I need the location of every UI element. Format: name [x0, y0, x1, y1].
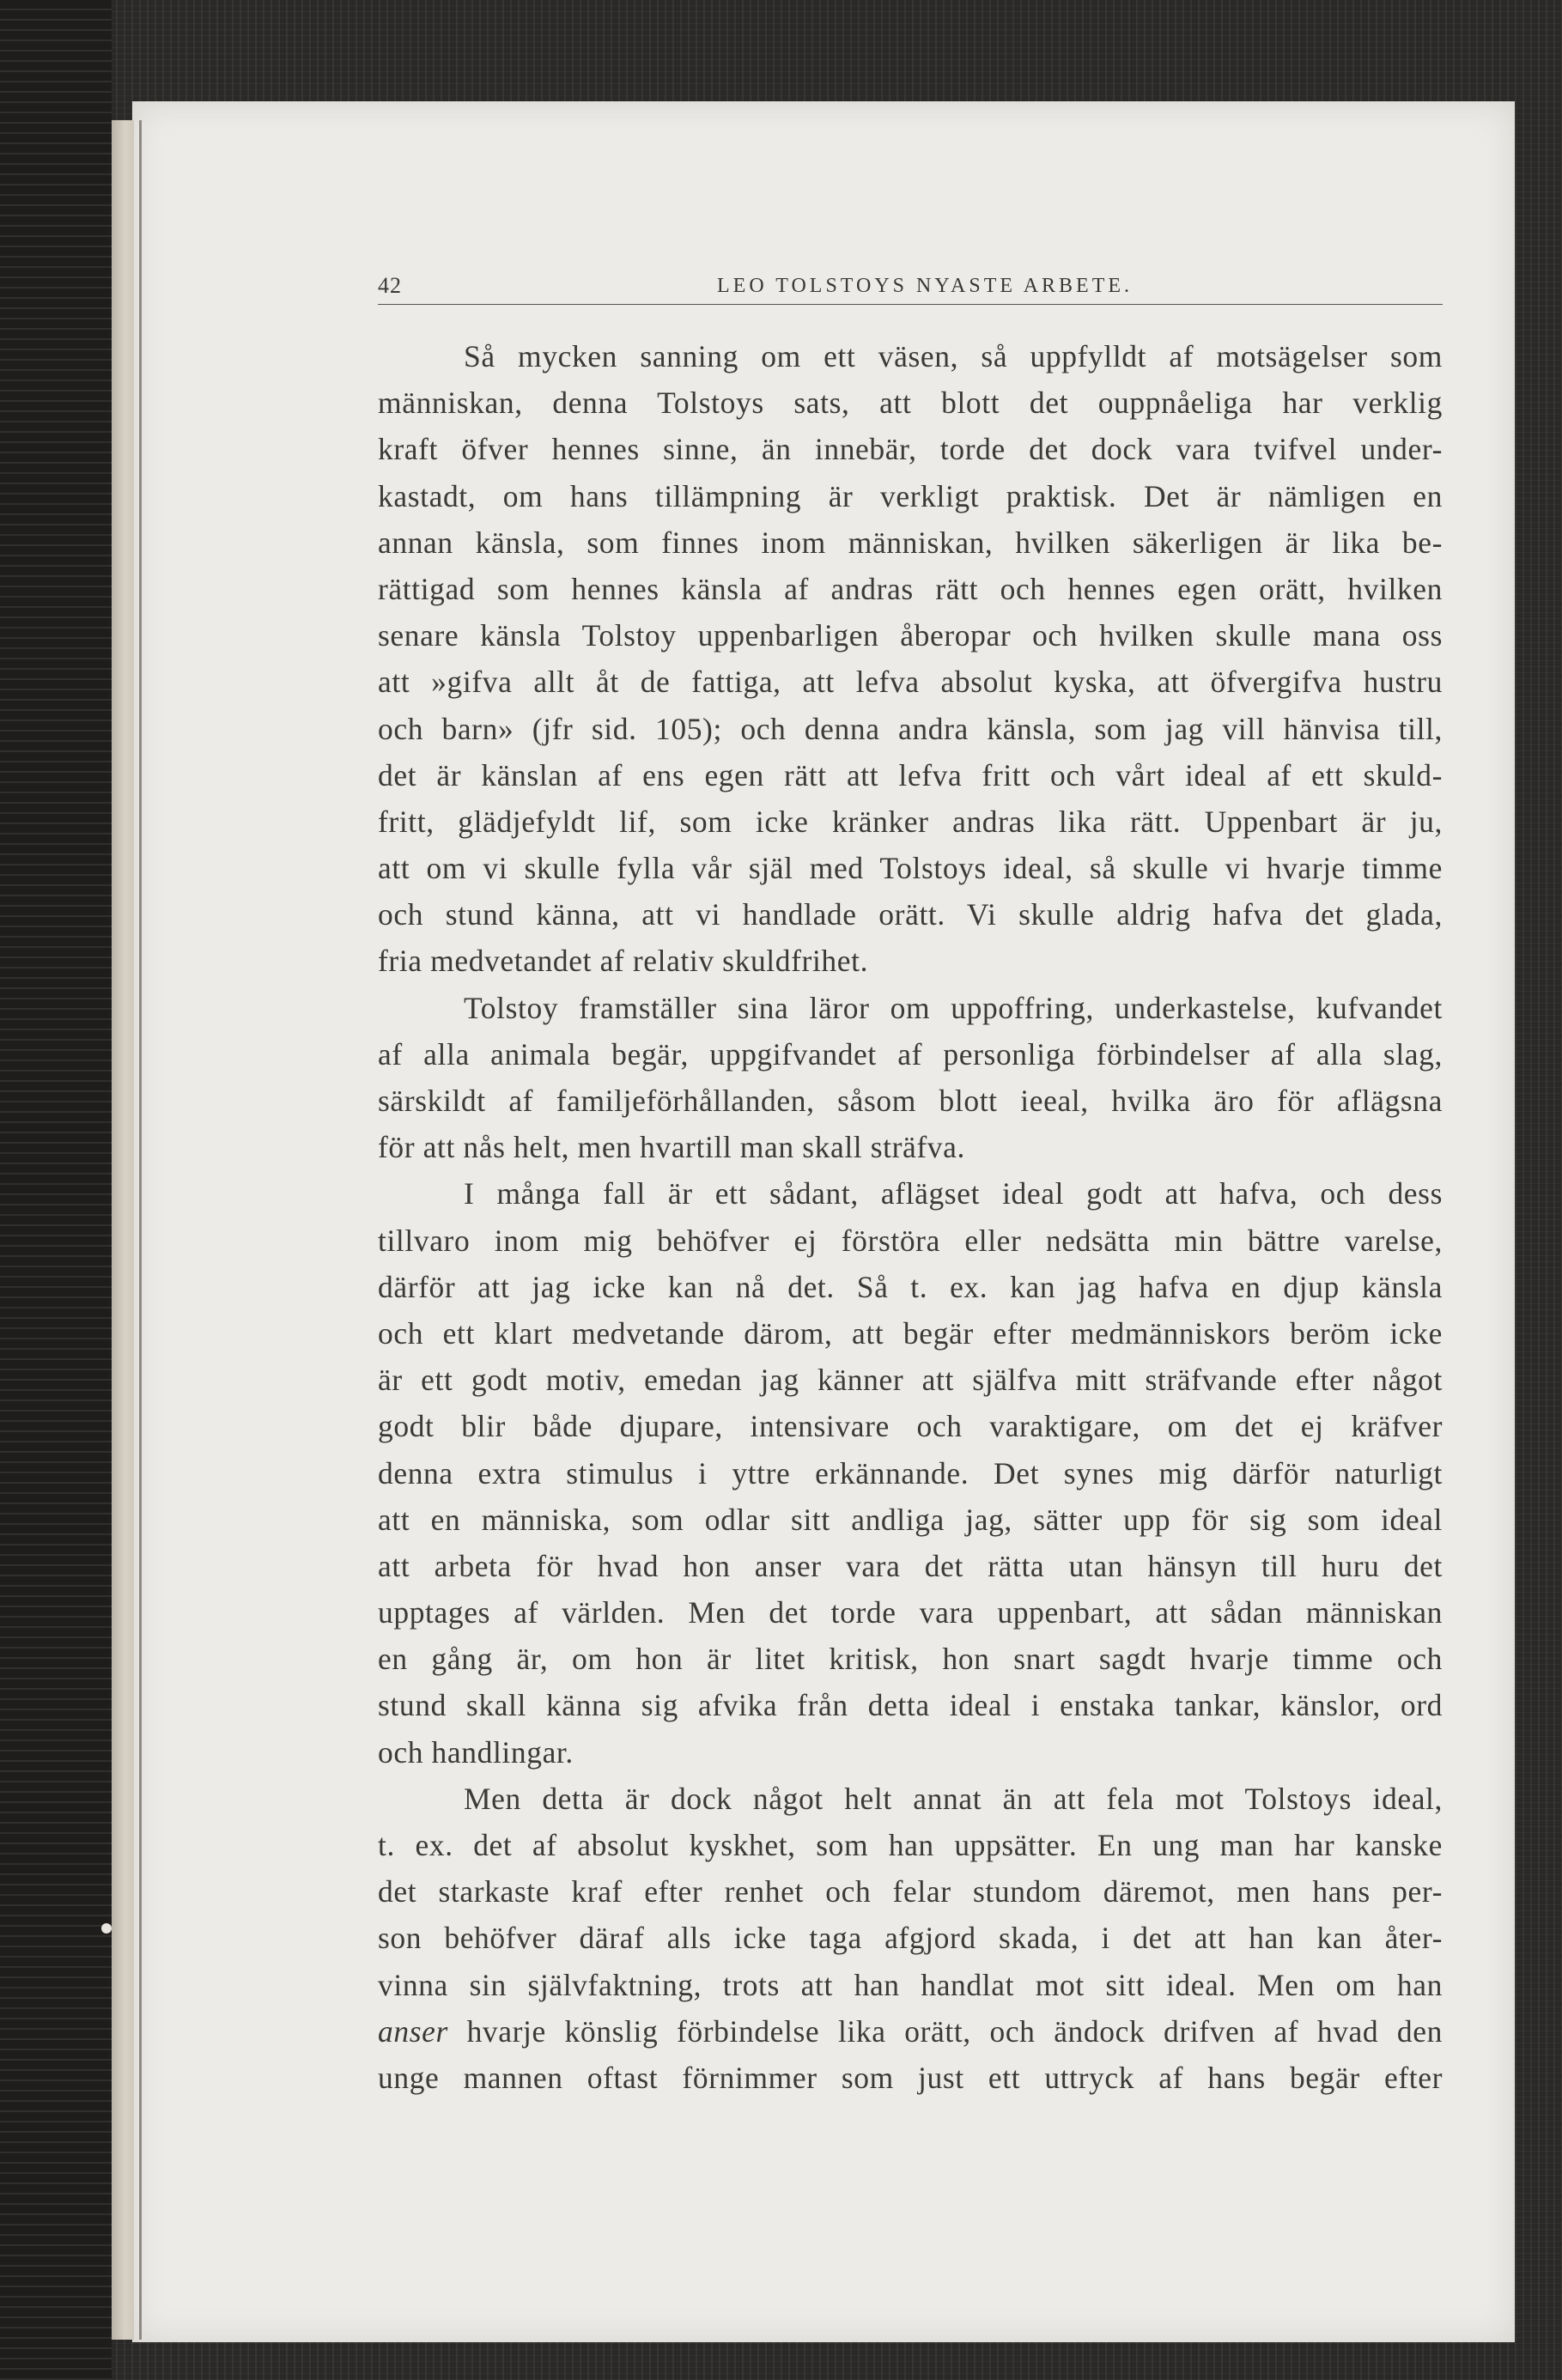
text-line: kastadt, om hans tillämpning är verkligt praktisk. Det är nämligen en	[378, 478, 1443, 513]
text-line: rättigad som hennes känsla af andras rätt och hennes egen orätt, hvilken	[378, 571, 1443, 606]
text-line: att arbeta för hvad hon anser vara det rätta utan hänsyn till huru det	[378, 1548, 1443, 1583]
text-line: för att nås helt, men hvartill man skall sträfva.	[378, 1130, 965, 1165]
text-line: och stund känna, att vi handlade orätt. Vi skulle aldrig hafva det glada,	[378, 897, 1443, 932]
text-line: godt blir både djupare, intensivare och varaktigare, om det ej kräfver	[378, 1409, 1443, 1444]
page-header	[378, 273, 1443, 305]
text-line: att om vi skulle fylla vår själ med Tolstoys ideal, så skulle vi hvarje timme	[378, 851, 1443, 886]
text-line: Tolstoy framställer sina läror om uppoffring, underkastelse, kufvandet	[464, 990, 1443, 1025]
spine-line	[139, 120, 142, 2340]
text-line: därför att jag icke kan nå det. Så t. ex. kan jag hafva en djup känsla	[378, 1269, 1443, 1304]
italic-word: anser	[378, 2013, 448, 2049]
text-line: fria medvetandet af relativ skuldfrihet.	[378, 944, 869, 979]
text-line: vinna sin självfaktning, trots att han handlat mot sitt ideal. Men om han	[378, 1967, 1443, 2002]
text-line: upptages af världen. Men det torde vara uppenbart, att sådan människan	[378, 1595, 1443, 1630]
body-text	[378, 333, 1443, 2101]
text-line: t. ex. det af absolut kyskhet, som han uppsätter. En ung man har kanske	[378, 1828, 1443, 1862]
text-line: annan känsla, som finnes inom människan, hvilken säkerligen är lika be-	[378, 525, 1443, 560]
text-line: tillvaro inom mig behöfver ej förstöra eller nedsätta min bättre varelse,	[378, 1223, 1443, 1258]
text-line: senare känsla Tolstoy uppenbarligen åberopar och hvilken skulle mana oss	[378, 618, 1443, 653]
binding-speck	[101, 1923, 112, 1934]
text-line: en gång är, om hon är litet kritisk, hon snart sagdt hvarje timme och	[378, 1642, 1443, 1677]
text-line: stund skall känna sig afvika från detta ideal i enstaka tankar, känslor, ord	[378, 1688, 1443, 1723]
text-line: Så mycken sanning om ett väsen, så uppfylldt af motsägelser som	[464, 339, 1443, 373]
text-line: särskildt af familjeförhållanden, såsom blott ieeal, hvilka äro för aflägsna	[378, 1084, 1443, 1118]
text-line: kraft öfver hennes sinne, än innebär, torde det dock vara tvifvel under-	[378, 432, 1443, 467]
text-line: det starkaste kraf efter renhet och felar stundom däremot, men hans per-	[378, 1874, 1443, 1909]
text-line: fritt, glädjefyldt lif, som icke kränker andras lika rätt. Uppenbart är ju,	[378, 804, 1443, 839]
text-line: att »gifva allt åt de fattiga, att lefva absolut kyska, att öfvergifva hustru	[378, 665, 1443, 700]
text-line: människan, denna Tolstoys sats, att blott det ouppnåeliga har verklig	[378, 386, 1443, 421]
text-line-rest: hvarje könslig förbindelse lika orätt, och ändock drifven af hvad den	[447, 2013, 1443, 2049]
text-line	[378, 2008, 1443, 2055]
text-line: unge mannen oftast förnimmer som just ett uttryck af hans begär efter	[378, 2060, 1443, 2095]
text-line: och ett klart medvetande därom, att begär efter medmänniskors beröm icke	[378, 1315, 1443, 1351]
text-line: af alla animala begär, uppgifvandet af personliga förbindelser af alla slag,	[378, 1036, 1443, 1072]
page-number: 42	[378, 273, 402, 298]
text-line: I många fall är ett sådant, aflägset ideal godt att hafva, och dess	[464, 1176, 1443, 1211]
text-line: det är känslan af ens egen rätt att lefva fritt och vårt ideal af ett skuld-	[378, 757, 1443, 792]
text-line: denna extra stimulus i yttre erkännande. Det synes mig därför naturligt	[378, 1455, 1443, 1491]
book-binding	[0, 0, 112, 2380]
text-line: son behöfver däraf alls icke taga afgjord skada, i det att han kan åter-	[378, 1921, 1443, 1956]
text-line: att en människa, som odlar sitt andliga jag, sätter upp för sig som ideal	[378, 1502, 1443, 1537]
page-gutter	[112, 120, 134, 2340]
text-line: Men detta är dock något helt annat än att fela mot Tolstoys ideal,	[464, 1781, 1443, 1816]
running-title: LEO TOLSTOYS NYASTE ARBETE.	[717, 275, 1134, 297]
text-line: är ett godt motiv, emedan jag känner att själfva mitt sträfvande efter något	[378, 1363, 1443, 1398]
text-line: och barn» (jfr sid. 105); och denna andra känsla, som jag vill hänvisa till,	[378, 711, 1443, 746]
text-line: och handlingar.	[378, 1734, 574, 1770]
